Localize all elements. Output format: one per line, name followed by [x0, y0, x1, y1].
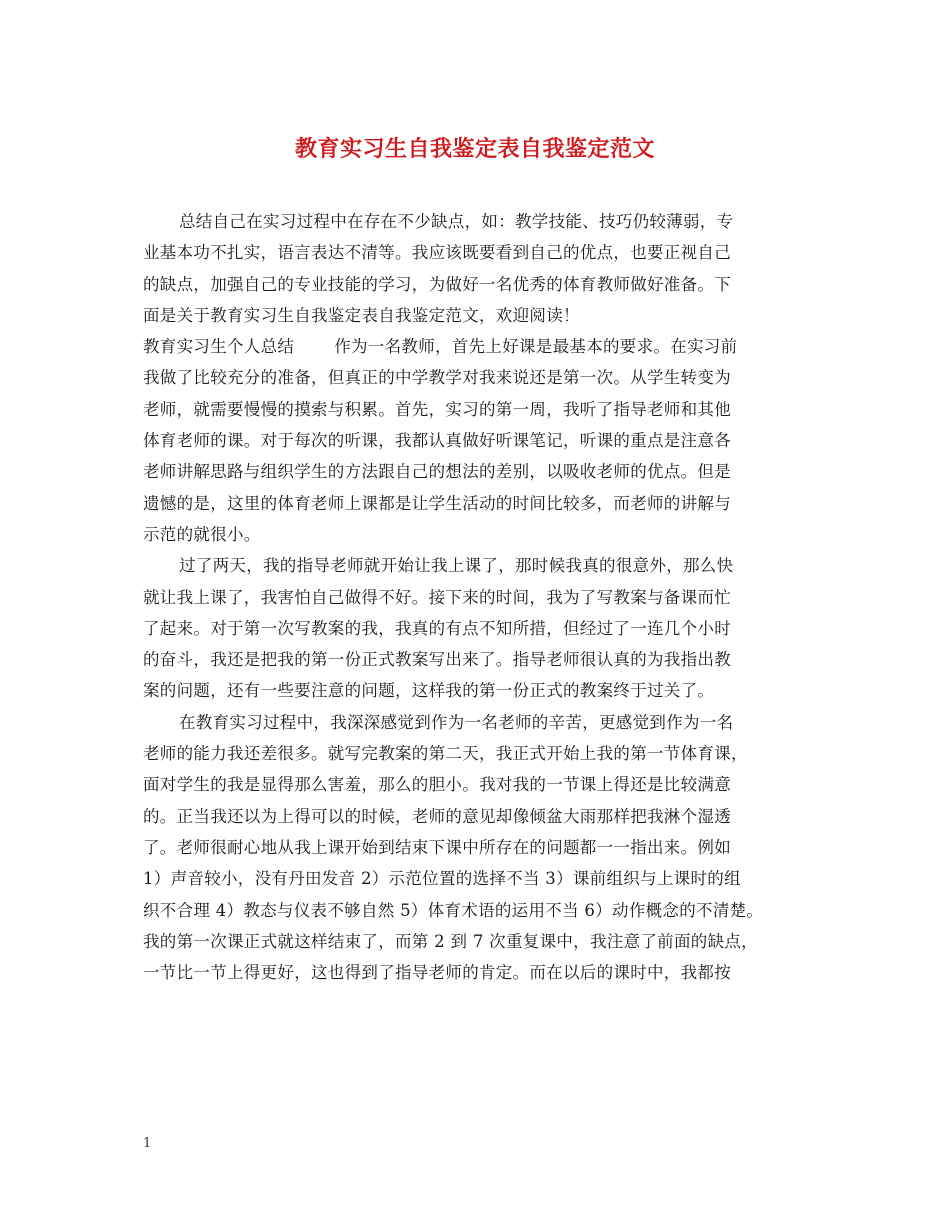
section-subheading: 教育实习生个人总结 — [143, 337, 295, 357]
document-body — [143, 206, 815, 988]
text-line: 案的问题，还有一些要注意的问题，这样我的第一份正式的教案终于过关了。 — [143, 681, 715, 701]
text-line: 面是关于教育实习生自我鉴定表自我鉴定范文，欢迎阅读！ — [143, 305, 580, 325]
text-line: 我做了比较充分的准备，但真正的中学教学对我来说还是第一次。从学生转变为 — [143, 368, 731, 388]
text-line: 老师的能力我还差很多。就写完教案的第二天，我正式开始上我的第一节体育课， — [143, 744, 748, 764]
text-line: 总结自己在实习过程中在存在不少缺点，如：教学技能、技巧仍较薄弱，专 — [179, 212, 734, 231]
document-title: 教育实习生自我鉴定表自我鉴定范文 — [294, 136, 655, 162]
text-line: 老师，就需要慢慢的摸索与积累。首先，实习的第一周，我听了指导老师和其他 — [143, 399, 731, 419]
text-line: 了。老师很耐心地从我上课开始到结束下课中所存在的问题都一一指出来。例如 — [143, 837, 731, 857]
text-line: 示范的就很小。 — [143, 524, 261, 544]
text-line: 过了两天，我的指导老师就开始让我上课了，那时候我真的很意外，那么快 — [179, 556, 734, 576]
text-line: 了起来。对于第一次写教案的我，我真的有点不知所措，但经过了一连几个小时 — [143, 618, 731, 638]
text-line: 的。正当我还以为上得可以的时候，老师的意见却像倾盆大雨那样把我淋个湿透 — [143, 806, 731, 826]
section-text: 作为一名教师，首先上好课是最基本的要求。在实习前 — [334, 337, 738, 357]
text-line: 的缺点，加强自己的专业技能的学习，为做好一名优秀的体育教师做好准备。下 — [143, 274, 731, 294]
text-line: 就让我上课了，我害怕自己做得不好。接下来的时间，我为了写教案与备课而忙 — [143, 587, 731, 607]
text-line — [143, 331, 815, 362]
text-line: 一节比一节上得更好，这也得到了指导老师的肯定。而在以后的课时中，我都按 — [143, 963, 731, 983]
page-number: 1 — [143, 1136, 152, 1151]
text-line: 业基本功不扎实，语言表达不清等。我应该既要看到自己的优点，也要正视自己 — [143, 243, 731, 263]
text-line: 织不合理 4）教态与仪表不够自然 5）体育术语的运用不当 6）动作概念的不清楚。 — [143, 900, 764, 920]
text-line: 体育老师的课。对于每次的听课，我都认真做好听课笔记，听课的重点是注意各 — [143, 431, 731, 451]
text-line: 的奋斗，我还是把我的第一份正式教案写出来了。指导老师很认真的为我指出教 — [143, 650, 731, 670]
text-line: 面对学生的我是显得那么害羞，那么的胆小。我对我的一节课上得还是比较满意 — [143, 775, 731, 795]
text-line: 老师讲解思路与组织学生的方法跟自己的想法的差别，以吸收老师的优点。但是 — [143, 462, 731, 482]
text-line: 我的第一次课正式就这样结束了，而第 2 到 7 次重复课中，我注意了前面的缺点， — [143, 931, 758, 951]
text-line: 在教育实习过程中，我深深感觉到作为一名老师的辛苦，更感觉到作为一名 — [179, 712, 734, 732]
text-line: 遗憾的是，这里的体育老师上课都是让学生活动的时间比较多，而老师的讲解与 — [143, 493, 731, 513]
text-line: 1）声音较小，没有丹田发音 2）示范位置的选择不当 3）课前组织与上课时的组 — [143, 869, 741, 889]
